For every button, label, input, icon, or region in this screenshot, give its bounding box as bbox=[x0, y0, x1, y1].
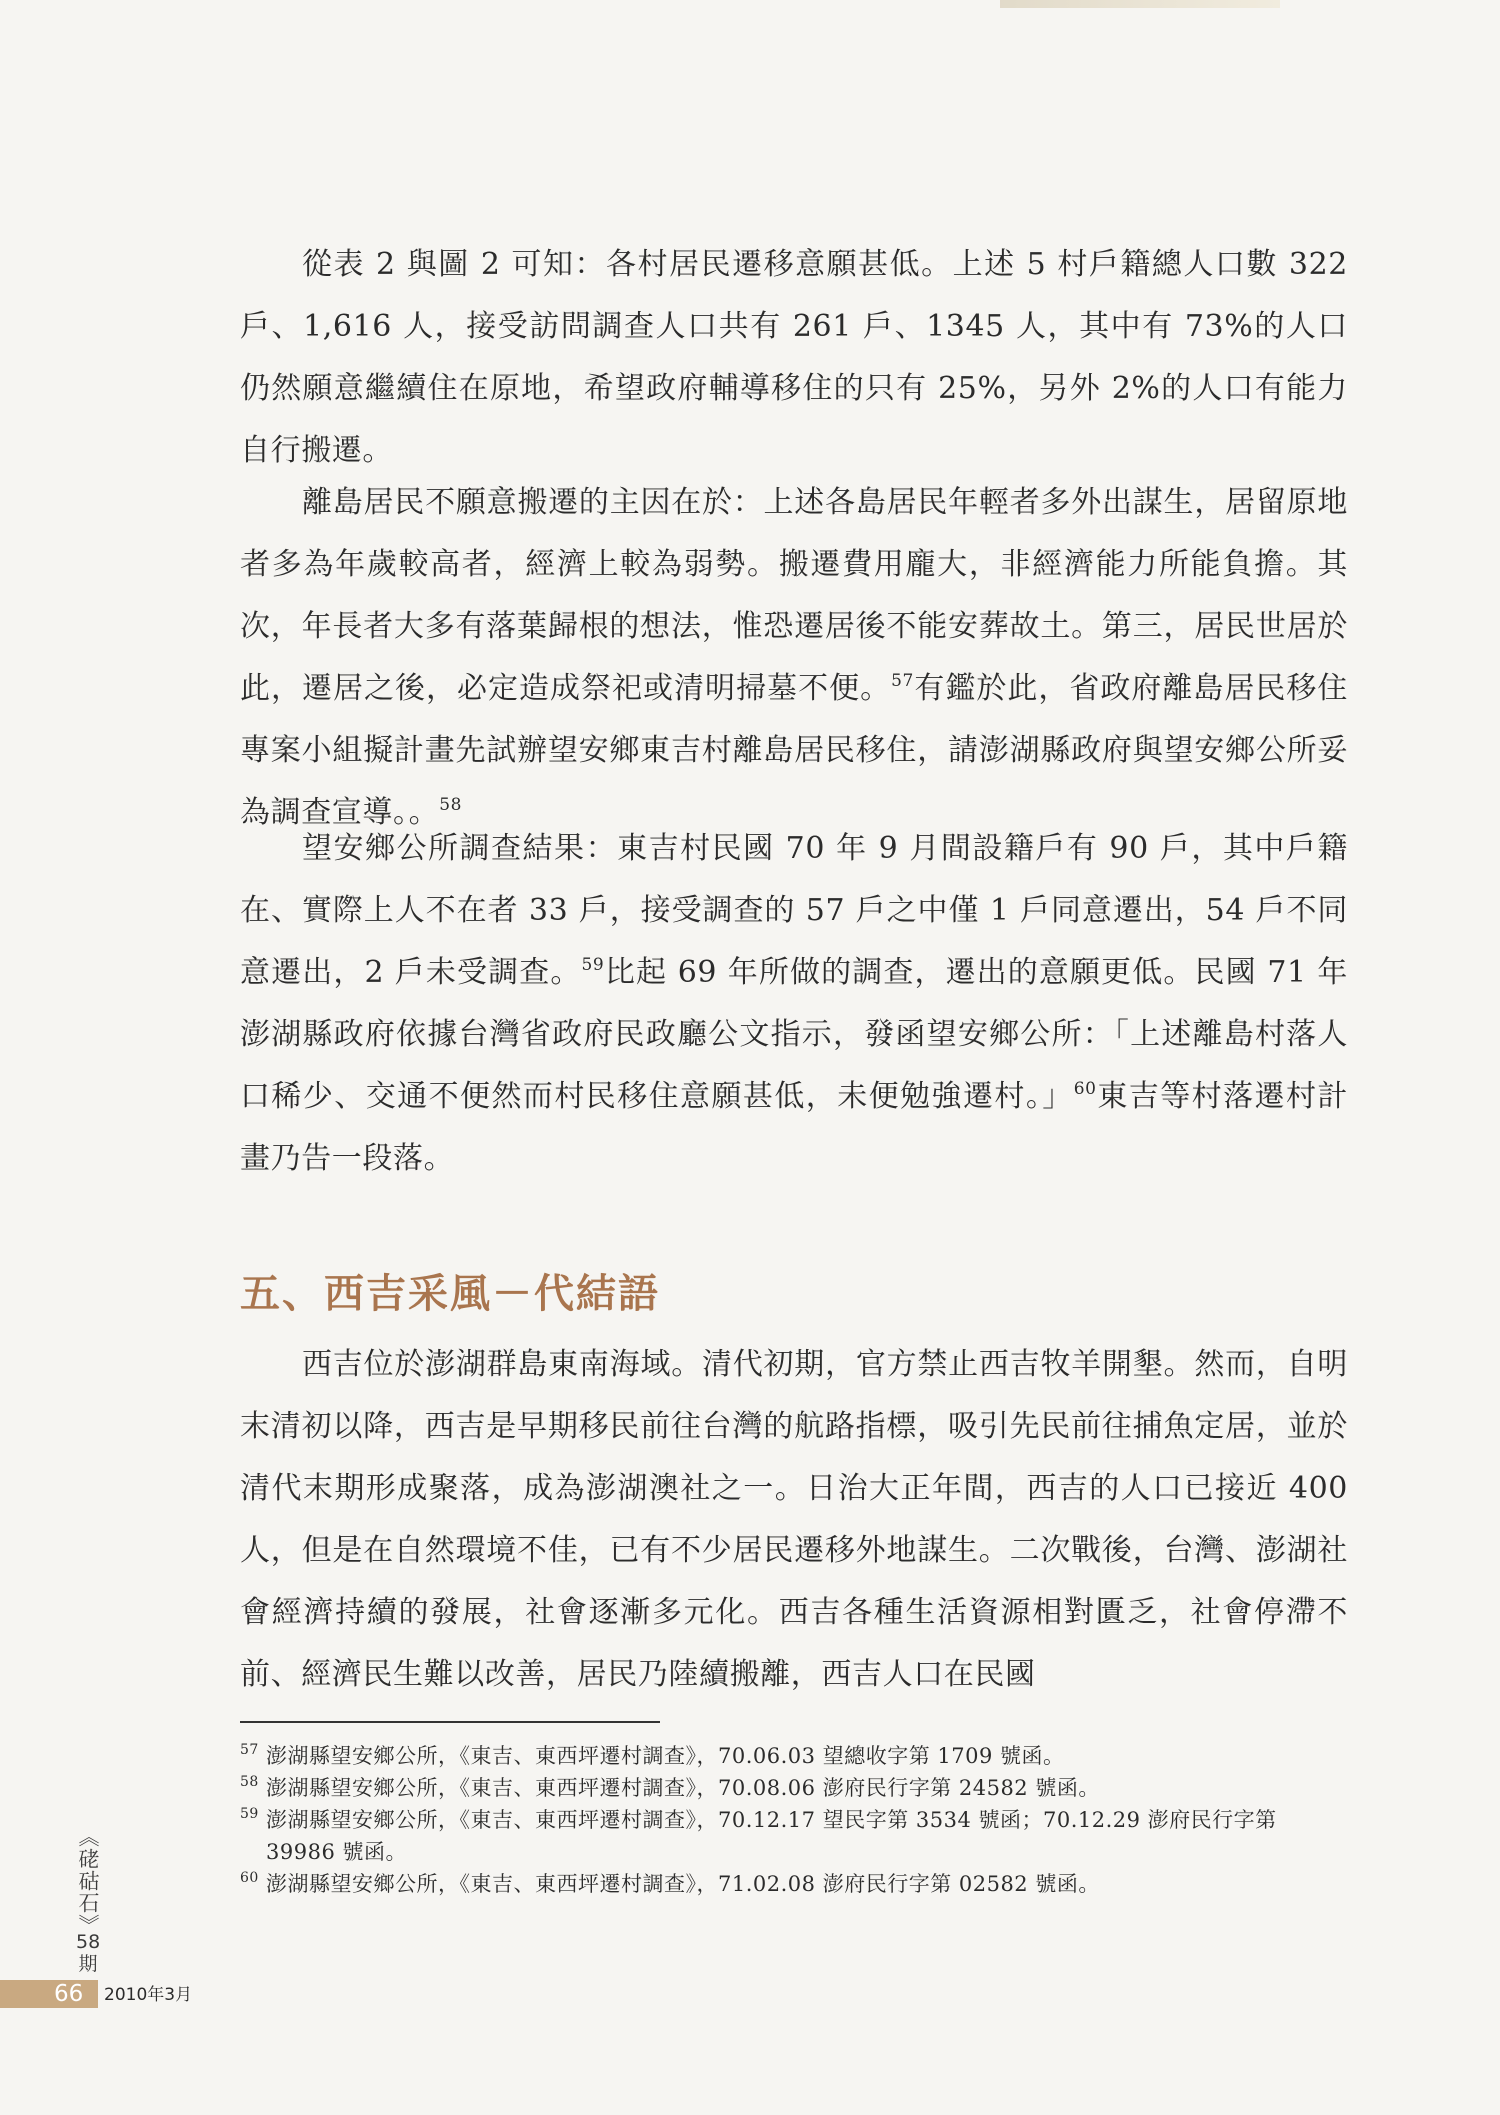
paragraph-text: 東吉等村落遷村計畫乃告一段落。 bbox=[240, 1079, 1348, 1176]
folio-bar bbox=[0, 1980, 98, 2008]
body-paragraph: 離島居民不願意搬遷的主因在於：上述各島居民年輕者多外出謀生，居留原地者多為年歲較高者，經濟上較為弱勢。搬遷費用龐大，非經濟能力所能負擔。其次，年長者大多有落葉歸根的想法，惟恐遷居後不能安葬故土。第三，居民世居於此，遷居之後，必定造成祭祀或清明掃墓不便。$^{57}$有鑑於此，省政府離島居民移住專案小組擬計畫先試辦望安鄉東吉村離島居民移住，請澎湖縣政府與望安鄉公所妥為調查宣導。。$^{58}$ bbox=[240, 485, 1348, 830]
paragraph-text: 有鑑於此，省政府離島居民移住專案小組擬計畫先試辦望安鄉東吉村離島居民移住，請澎湖縣政府與望安鄉公所妥為調查宣導。 bbox=[240, 671, 1348, 830]
issue-date: 2010年3月 bbox=[104, 1985, 193, 2005]
footnote-text: 澎湖縣望安鄉公所，《東吉、東西坪遷村調查》，70.12.17 望民字第 3534 號函；70.12.29 澎府民行字第 39986 號函。 bbox=[266, 1808, 1277, 1864]
footnote-number: 60 bbox=[240, 1870, 259, 1886]
footnote-number: 58 bbox=[240, 1774, 259, 1790]
journal-issue: 58期 bbox=[76, 1931, 101, 1975]
body-paragraph bbox=[240, 1334, 1348, 1706]
footnotes bbox=[240, 1740, 1348, 1900]
body-paragraph bbox=[240, 234, 1348, 482]
footnote bbox=[240, 1740, 1348, 1772]
footnote-ref-57[interactable]: 57 bbox=[891, 671, 914, 691]
journal-title: 《硓𥑮石》 bbox=[76, 1826, 100, 1936]
footnote-text: 澎湖縣望安鄉公所，《東吉、東西坪遷村調查》，71.02.08 澎府民行字第 02582 號函。 bbox=[266, 1872, 1100, 1896]
paragraph-text: 從表 2 與圖 2 可知：各村居民遷移意願甚低。上述 5 村戶籍總人口數 322 戶、1,616 人，接受訪問調查人口共有 261 戶、1345 人，其中有 73%的人口仍然願意繼續住在原地，希望政府輔導移住的只有 25%，另外 2%的人口有能力自行搬遷。 bbox=[240, 247, 1348, 468]
page-top-strip bbox=[1000, 0, 1280, 8]
paragraph-text: 比起 69 年所做的調查，遷出的意願更低。民國 71 年澎湖縣政府依據台灣省政府民政廳公文指示，發函望安鄉公所：「上述離島村落人口稀少、交通不便然而村民移住意願甚低，未便勉強遷村。」 bbox=[240, 955, 1348, 1114]
footnote-divider bbox=[240, 1721, 660, 1723]
footnote-ref-60[interactable]: 60 bbox=[1073, 1079, 1097, 1099]
paragraph-text: 西吉位於澎湖群島東南海域。清代初期，官方禁止西吉牧羊開墾。然而，自明末清初以降，西吉是早期移民前往台灣的航路指標，吸引先民前往捕魚定居，並於清代末期形成聚落，成為澎湖澳社之一。日治大正年間，西吉的人口已接近 400 人，但是在自然環境不佳，已有不少居民遷移外地謀生。二次戰後，台灣、澎湖社會經濟持續的發展，社會逐漸多元化。西吉各種生活資源相對匱乏，社會停滯不前、經濟民生難以改善，居民乃陸續搬離，西吉人口在民國 bbox=[240, 1347, 1348, 1692]
body-paragraph bbox=[240, 818, 1348, 1190]
footnote bbox=[240, 1772, 1348, 1804]
footnote-text: 澎湖縣望安鄉公所，《東吉、東西坪遷村調查》，70.06.03 望總收字第 1709 號函。 bbox=[266, 1744, 1065, 1768]
footnote-number: 57 bbox=[240, 1742, 259, 1758]
footnote bbox=[240, 1868, 1348, 1900]
page-number: 66 bbox=[54, 1981, 84, 2007]
section-heading: 五、西吉采風－代結語 bbox=[240, 1271, 660, 1317]
paragraph-text: 望安鄉公所調查結果：東吉村民國 70 年 9 月間設籍戶有 90 戶，其中戶籍在、實際上人不在者 33 戶，接受調查的 57 戶之中僅 1 戶同意遷出，54 戶不同意遷出，2 戶未受調查。 bbox=[240, 831, 1348, 990]
paragraph-text: 離島居民不願意搬遷的主因在於：上述各島居民年輕者多外出謀生，居留原地者多為年歲較高者，經濟上較為弱勢。搬遷費用龐大，非經濟能力所能負擔。其次，年長者大多有落葉歸根的想法，惟恐遷居後不能安葬故土。第三，居民世居於此，遷居之後，必定造成祭祀或清明掃墓不便。 bbox=[240, 485, 1348, 706]
footnote-text: 澎湖縣望安鄉公所，《東吉、東西坪遷村調查》，70.08.06 澎府民行字第 24582 號函。 bbox=[266, 1776, 1100, 1800]
footnote-ref-59[interactable]: 59 bbox=[581, 955, 605, 975]
footnote-ref-58[interactable]: 58 bbox=[439, 795, 463, 815]
footnote bbox=[240, 1804, 1348, 1868]
footnote-number: 59 bbox=[240, 1806, 259, 1822]
